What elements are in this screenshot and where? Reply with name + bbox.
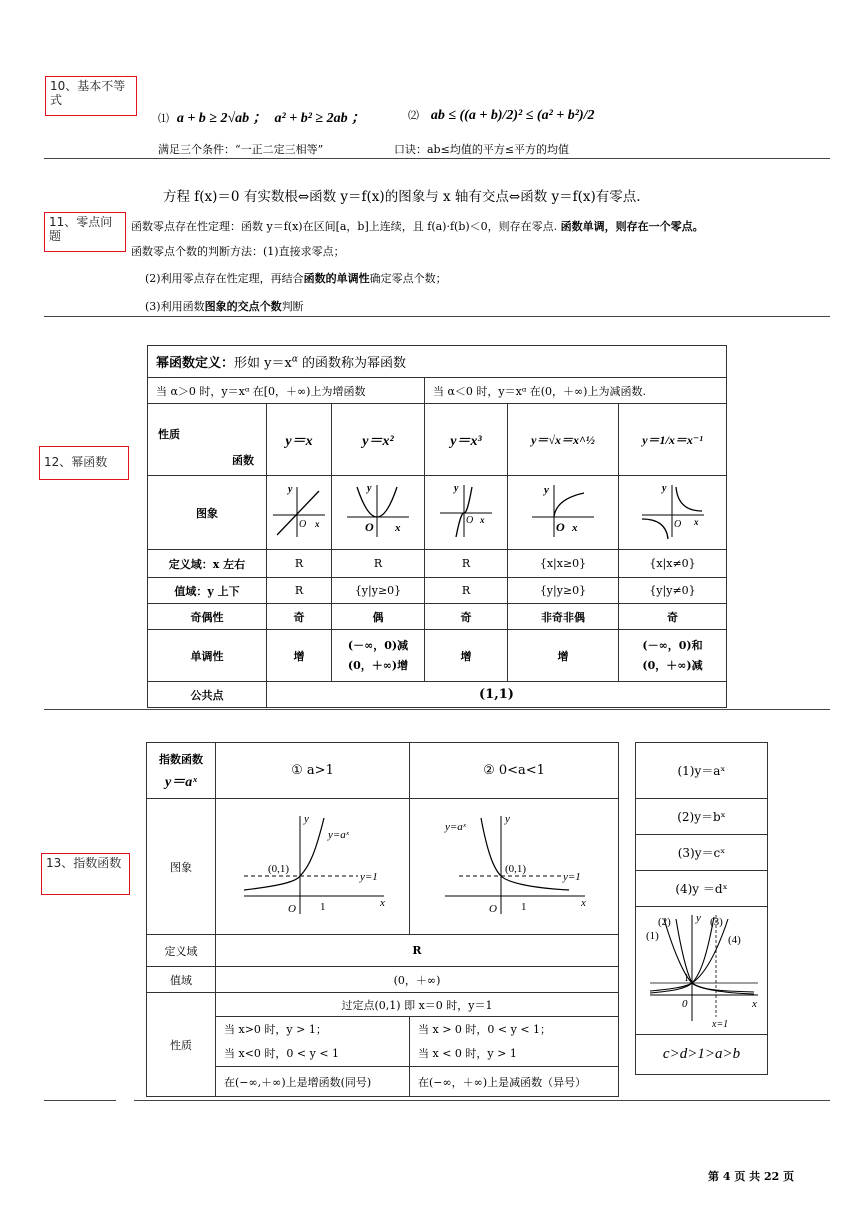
- parity-cell-4: 非奇非偶: [508, 604, 619, 630]
- svg-text:x: x: [693, 517, 698, 527]
- g2-x: x: [581, 897, 586, 909]
- zero-count-methods: 函数零点个数的判断方法：(1)直接求零点；: [131, 245, 345, 258]
- existence-theorem-bold: 函数单调，则存在一个零点。: [560, 220, 704, 233]
- g2-y: y: [505, 813, 510, 825]
- exp-case-1: ① a>1: [216, 743, 410, 799]
- g3-x: x: [751, 998, 757, 1010]
- exp-domain-label: 定义域: [147, 935, 216, 967]
- mono-cell-1: 增: [267, 630, 332, 682]
- exp-prop-inc-a: 当 x>0 时，y > 1；: [224, 1022, 327, 1036]
- svg-text:x: x: [315, 519, 320, 529]
- svg-text:O: O: [466, 515, 474, 526]
- zero-method-2-c: 确定零点个数；: [369, 272, 447, 285]
- g3-c2: (2): [657, 916, 671, 928]
- formula-1b-text: a² + b² ≥ 2ab ；: [274, 111, 366, 126]
- existence-theorem: [131, 218, 704, 234]
- g3-o: 0: [681, 998, 687, 1010]
- zero-equivalence: 方程 f(x)＝0 有实数根⇔函数 y＝f(x)的图象与 x 轴有交点⇔函数 y＝f(x)有零点.: [163, 189, 641, 205]
- row-range-label: 值域：y 上下: [148, 578, 267, 604]
- formula-2-number: ⑵: [408, 109, 419, 122]
- svg-text:O: O: [556, 520, 565, 534]
- header-prop-func: [148, 404, 267, 476]
- range-cell-5: {y|y≠0}: [619, 578, 727, 604]
- section-10-label: 10、基本不等式: [45, 76, 137, 116]
- range-cell-2: {y|y≥0}: [332, 578, 425, 604]
- graph-cube-svg: [436, 481, 496, 541]
- g2-yeq1: y=1: [563, 871, 581, 883]
- g3-one: 1: [683, 973, 689, 984]
- exponential-table: [146, 742, 619, 1097]
- range-cell-1: R: [267, 578, 332, 604]
- side-fn-3: (3)y＝cˣ: [636, 835, 768, 871]
- row-domain-label: 定义域：x 左右: [148, 550, 267, 578]
- side-fn-2: (2)y＝bˣ: [636, 799, 768, 835]
- formula-1-number: ⑴: [158, 112, 169, 125]
- svg-text:x: x: [480, 515, 485, 525]
- exp-header: [147, 743, 216, 799]
- divider-13a: [44, 1100, 116, 1101]
- svg-text:O: O: [365, 520, 374, 534]
- g2-one: 1: [521, 901, 527, 913]
- mono-cell-3: 增: [425, 630, 508, 682]
- existence-theorem-text: 函数零点存在性定理：函数 y＝f(x)在区间[a，b]上连续，且 f(a)·f(b)＜0，则存在零点.: [131, 220, 558, 233]
- domain-cell-5: {x|x≠0}: [619, 550, 727, 578]
- power-function-table: [147, 345, 727, 708]
- row-graph-label: 图象: [148, 476, 267, 550]
- side-graph: [636, 907, 768, 1035]
- mono-cell-2: (－∞，0)减 (0，＋∞)增: [332, 630, 425, 682]
- range-cell-3: R: [425, 578, 508, 604]
- section-11-label: 11、零点问题: [44, 212, 126, 252]
- svg-text:y: y: [288, 484, 293, 495]
- common-point: (1,1): [267, 682, 727, 708]
- svg-text:y: y: [367, 483, 372, 494]
- header-func: 函数: [232, 454, 254, 467]
- section-13-label: 13、指数函数: [41, 853, 130, 895]
- exp-props-label: 性质: [147, 993, 216, 1097]
- exp-header-formula: y＝aˣ: [165, 774, 197, 790]
- exp-mono-decreasing: 在(−∞，＋∞)上是减函数（异号）: [410, 1067, 619, 1097]
- g1-pt: (0,1): [267, 863, 289, 875]
- power-cond-positive: 当 α＞0 时，y＝xᵅ 在[0，＋∞)上为增函数: [148, 378, 425, 404]
- exp-prop-decreasing: [410, 1017, 619, 1067]
- formula-2: [408, 107, 595, 124]
- svg-text:y: y: [454, 483, 459, 494]
- domain-cell-1: R: [267, 550, 332, 578]
- graph-square-svg: [343, 481, 413, 541]
- power-definition-tail: 的函数称为幂函数: [297, 356, 407, 371]
- exp-case-2: ② 0<a<1: [410, 743, 619, 799]
- g3-c3: (3): [709, 916, 723, 928]
- row-monotonic-label: 单调性: [148, 630, 267, 682]
- graph-reciprocal: [619, 476, 727, 550]
- zero-method-2-a: (2)利用零点存在性定理，再结合: [145, 272, 304, 285]
- domain-cell-3: R: [425, 550, 508, 578]
- page-footer: 第 4 页 共 22 页: [708, 1170, 795, 1183]
- exp-graph-increasing: [216, 799, 410, 935]
- fn-header-1: y＝x: [267, 404, 332, 476]
- exp-prop-dec-b: 当 x < 0 时，y > 1: [418, 1046, 517, 1060]
- formula-1: [158, 107, 365, 127]
- graph-reciprocal-svg: [638, 481, 708, 541]
- exp-compare-table: [635, 742, 768, 1075]
- fn-header-5: y＝1/x＝x⁻¹: [619, 404, 727, 476]
- g1-curve: y=aˣ: [327, 829, 349, 841]
- side-result: c>d>1>a>b: [636, 1035, 768, 1075]
- graph-linear-svg: [269, 481, 329, 541]
- side-graph-svg: [642, 909, 762, 1029]
- zero-method-2-b: 函数的单调性: [303, 272, 370, 285]
- exp-mono-increasing: 在(−∞,＋∞)上是增函数(同号): [216, 1067, 410, 1097]
- fn-header-2: y＝x²: [332, 404, 425, 476]
- parity-cell-5: 奇: [619, 604, 727, 630]
- g3-y: y: [695, 912, 701, 924]
- exp-prop-dec-a: 当 x > 0 时，0 < y < 1；: [418, 1022, 552, 1036]
- g3-xeq1: x=1: [711, 1019, 728, 1029]
- svg-text:y: y: [661, 483, 666, 494]
- note-mnemonic: 口诀：ab≤均值的平方≤平方的均值: [394, 143, 570, 156]
- power-cond-negative: 当 α＜0 时，y＝xᵅ 在(0，＋∞)上为减函数.: [425, 378, 727, 404]
- domain-cell-2: R: [332, 550, 425, 578]
- svg-text:x: x: [572, 522, 578, 534]
- svg-text:O: O: [299, 519, 307, 530]
- zero-method-3-a: (3)利用函数: [145, 300, 205, 313]
- exp-header-title: 指数函数: [159, 752, 203, 766]
- exp-range-label: 值域: [147, 967, 216, 993]
- svg-text:y: y: [544, 484, 549, 496]
- graph-cube: [425, 476, 508, 550]
- note-three-conditions: 满足三个条件：“一正二定三相等”: [158, 143, 324, 156]
- zero-method-3-b: 图象的交点个数: [204, 300, 282, 313]
- g1-one: 1: [319, 901, 325, 913]
- exp-graph-decreasing: [410, 799, 619, 935]
- g2-pt: (0,1): [505, 863, 527, 875]
- fn-header-3: y＝x³: [425, 404, 508, 476]
- g1-yeq1: y=1: [359, 871, 378, 883]
- domain-cell-4: {x|x≥0}: [508, 550, 619, 578]
- graph-sqrt: [508, 476, 619, 550]
- section-12-label: 12、幂函数: [39, 446, 129, 480]
- exp-graph-label: 图象: [147, 799, 216, 935]
- zero-method-2: [145, 270, 447, 286]
- row-common-label: 公共点: [148, 682, 267, 708]
- power-definition-exp: α: [291, 354, 298, 365]
- g2-o: O: [489, 903, 497, 915]
- side-fn-1: (1)y＝aˣ: [636, 743, 768, 799]
- parity-cell-2: 偶: [332, 604, 425, 630]
- g3-c4: (4): [727, 934, 741, 946]
- exp-domain-value: R: [216, 935, 619, 967]
- g1-x: x: [379, 897, 385, 909]
- g1-y: y: [303, 813, 309, 825]
- graph-square: [332, 476, 425, 550]
- mono-cell-5: (－∞，0)和 (0，＋∞)减: [619, 630, 727, 682]
- graph-sqrt-svg: [528, 481, 598, 541]
- fn-header-4: y＝√x＝x^½: [508, 404, 619, 476]
- range-cell-4: {y|y≥0}: [508, 578, 619, 604]
- svg-text:x: x: [395, 522, 401, 534]
- power-definition-title: 幂函数定义：: [156, 356, 235, 371]
- zero-method-3: [145, 298, 304, 314]
- svg-text:O: O: [673, 519, 681, 530]
- g3-c1: (1): [645, 930, 659, 942]
- side-fn-4: (4)y ＝dˣ: [636, 871, 768, 907]
- row-parity-label: 奇偶性: [148, 604, 267, 630]
- exp-prop-inc-b: 当 x<0 时，0 < y < 1: [224, 1046, 340, 1060]
- divider-13b: [134, 1100, 830, 1101]
- exp-range-value: (0，＋∞): [216, 967, 619, 993]
- formula-1-text: a + b ≥ 2√ab ；: [176, 111, 267, 126]
- header-prop: 性质: [158, 428, 180, 441]
- exp-fixed-point: 过定点(0,1) 即 x＝0 时，y＝1: [216, 993, 619, 1017]
- power-definition-body: 形如 y＝x: [234, 356, 292, 371]
- g2-curve: y=aˣ: [445, 821, 466, 833]
- divider-12: [44, 709, 830, 710]
- exp-graph-decreasing-svg: [439, 810, 589, 920]
- divider-11: [44, 316, 830, 317]
- g1-o: O: [287, 903, 296, 915]
- parity-cell-3: 奇: [425, 604, 508, 630]
- exp-prop-increasing: [216, 1017, 410, 1067]
- power-definition: [148, 346, 727, 378]
- parity-cell-1: 奇: [267, 604, 332, 630]
- formula-2-text: ab ≤ ((a + b)/2)² ≤ (a² + b²)/2: [430, 108, 595, 123]
- divider-10: [44, 158, 830, 159]
- mono-cell-4: 增: [508, 630, 619, 682]
- graph-linear: [267, 476, 332, 550]
- exp-graph-increasing-svg: [238, 810, 388, 920]
- zero-method-3-c: 判断: [281, 300, 304, 313]
